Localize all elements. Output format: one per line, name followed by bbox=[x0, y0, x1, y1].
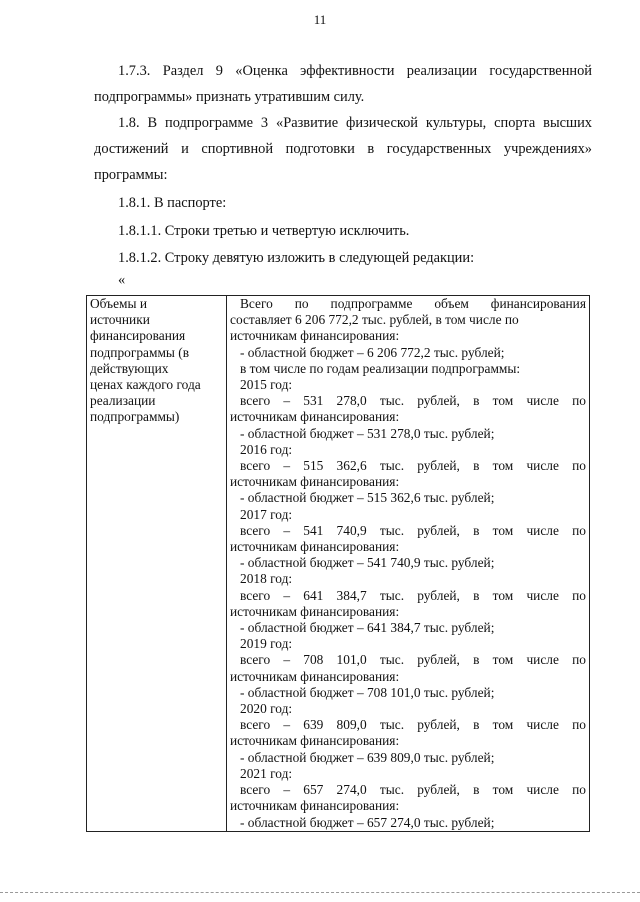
page-number: 11 bbox=[313, 12, 327, 27]
year-sources-line: источникам финансирования: bbox=[230, 539, 400, 555]
label-cell bbox=[87, 296, 227, 832]
year-heading: 2015 год: bbox=[240, 377, 293, 393]
label-line: действующих bbox=[90, 360, 169, 376]
year-heading: 2018 год: bbox=[240, 571, 293, 587]
paragraph-1-8-line2: достижений и спортивной подготовки в государственных учреждениях» bbox=[94, 141, 592, 157]
year-sources-line: источникам финансирования: bbox=[230, 668, 400, 684]
year-sources-line: источникам финансирования: bbox=[230, 603, 400, 619]
year-heading: 2020 год: bbox=[240, 701, 293, 717]
passport-table bbox=[86, 295, 590, 832]
year-heading: 2021 год: bbox=[240, 765, 293, 781]
year-heading: 2017 год: bbox=[240, 506, 293, 522]
paragraph-1-7-3-line2: подпрограммы» признать утратившим силу. bbox=[94, 89, 365, 105]
year-sources-line: источникам финансирования: bbox=[230, 474, 400, 490]
year-total-line: всего – 639 809,0 тыс. рублей, в том числе по bbox=[240, 717, 586, 733]
year-sources-line: источникам финансирования: bbox=[230, 798, 400, 814]
label-line: подпрограммы (в bbox=[90, 344, 190, 360]
opening-quote: « bbox=[118, 272, 126, 288]
paragraph-1-8-1-1: 1.8.1.1. Строки третью и четвертую исключить. bbox=[118, 223, 410, 239]
scan-bottom-edge bbox=[0, 892, 640, 893]
year-sources-line: источникам финансирования: bbox=[230, 733, 400, 749]
year-sources-line: источникам финансирования: bbox=[230, 409, 400, 425]
year-total-line: всего – 541 740,9 тыс. рублей, в том числе по bbox=[240, 522, 586, 538]
paragraph-1-8-1: 1.8.1. В паспорте: bbox=[118, 195, 227, 211]
total-regional-budget: - областной бюджет – 6 206 772,2 тыс. рублей; bbox=[240, 344, 505, 360]
by-years-intro: в том числе по годам реализации подпрограммы: bbox=[240, 360, 521, 376]
value-cell bbox=[227, 296, 590, 832]
year-total-line: всего – 657 274,0 тыс. рублей, в том числе по bbox=[240, 782, 586, 798]
label-line: источники bbox=[90, 312, 150, 328]
total-line: Всего по подпрограмме объем финансирования bbox=[240, 296, 586, 311]
year-heading: 2016 год: bbox=[240, 441, 293, 457]
table-row bbox=[87, 296, 590, 832]
paragraph-1-8-line1: 1.8. В подпрограмме 3 «Развитие физической культуры, спорта высших bbox=[118, 115, 592, 131]
paragraph-1-8-1-2: 1.8.1.2. Строку девятую изложить в следующей редакции: bbox=[118, 250, 475, 266]
year-heading: 2019 год: bbox=[240, 636, 293, 652]
label-line: финансирования bbox=[90, 328, 186, 344]
year-regional-budget: - областной бюджет – 531 278,0 тыс. рублей; bbox=[240, 425, 495, 441]
year-total-line: всего – 515 362,6 тыс. рублей, в том числе по bbox=[240, 458, 586, 474]
year-total-line: всего – 641 384,7 тыс. рублей, в том числе по bbox=[240, 587, 586, 603]
year-regional-budget: - областной бюджет – 515 362,6 тыс. рублей; bbox=[240, 490, 495, 506]
label-line: Объемы и bbox=[90, 296, 148, 311]
year-regional-budget: - областной бюджет – 657 274,0 тыс. рублей; bbox=[240, 814, 495, 830]
year-regional-budget: - областной бюджет – 641 384,7 тыс. рублей; bbox=[240, 620, 495, 636]
year-regional-budget: - областной бюджет – 541 740,9 тыс. рублей; bbox=[240, 555, 495, 571]
total-sources-line: источникам финансирования: bbox=[230, 328, 400, 344]
year-total-line: всего – 708 101,0 тыс. рублей, в том числе по bbox=[240, 652, 586, 668]
year-regional-budget: - областной бюджет – 639 809,0 тыс. рублей; bbox=[240, 749, 495, 765]
year-regional-budget: - областной бюджет – 708 101,0 тыс. рублей; bbox=[240, 684, 495, 700]
paragraph-1-7-3-line1: 1.7.3. Раздел 9 «Оценка эффективности реализации государственной bbox=[118, 63, 592, 79]
label-line: ценах каждого года bbox=[90, 377, 201, 393]
label-line: подпрограммы) bbox=[90, 409, 180, 425]
year-total-line: всего – 531 278,0 тыс. рублей, в том числе по bbox=[240, 393, 586, 409]
total-line: составляет 6 206 772,2 тыс. рублей, в том числе по bbox=[230, 312, 519, 328]
paragraph-1-8-line3: программы: bbox=[94, 167, 168, 183]
label-line: реализации bbox=[90, 393, 156, 409]
